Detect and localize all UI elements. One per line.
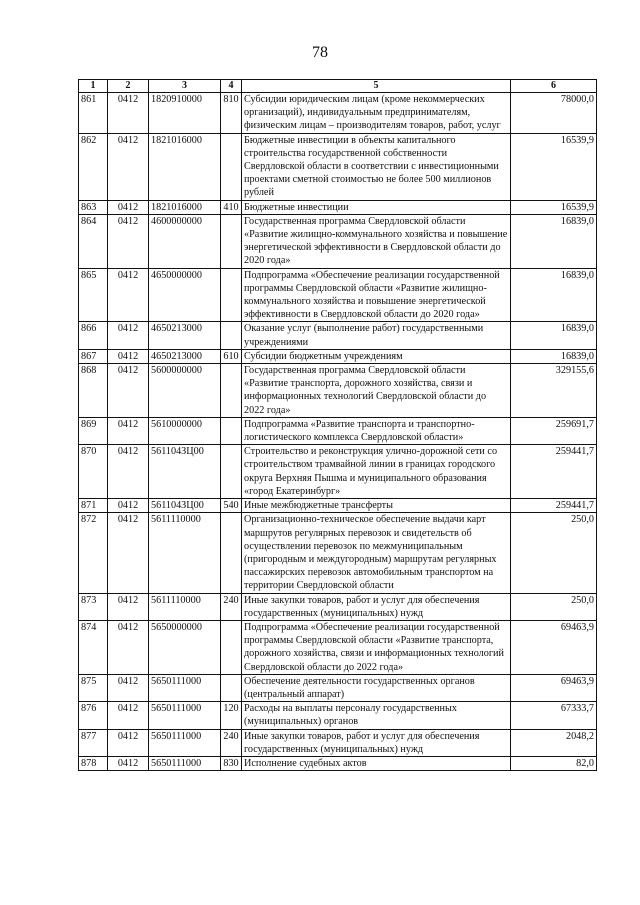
- expense-name: Иные межбюджетные трансферты: [242, 499, 511, 513]
- amount: 69463,9: [511, 674, 597, 701]
- row-number: 875: [79, 674, 108, 701]
- target-article-code: 1820910000: [149, 93, 221, 134]
- expense-type-code: [221, 268, 242, 322]
- table-row: [79, 499, 597, 513]
- table-row: [79, 93, 597, 134]
- table-row: [79, 620, 597, 674]
- table-row: [79, 417, 597, 444]
- target-article-code: 5650111000: [149, 702, 221, 729]
- section-code: 0412: [108, 513, 149, 593]
- amount: 16839,0: [511, 268, 597, 322]
- table-row: [79, 349, 597, 363]
- table-row: [79, 702, 597, 729]
- expense-type-code: [221, 417, 242, 444]
- row-number: 864: [79, 214, 108, 268]
- section-code: 0412: [108, 729, 149, 756]
- expense-name: Иные закупки товаров, работ и услуг для обеспечения государственных (муниципальных) нужд: [242, 729, 511, 756]
- expense-name: Государственная программа Свердловской области «Развитие транспорта, дорожного хозяйства, связи и информационных технологий Свердловской области до 2022 года»: [242, 364, 511, 418]
- table-row: [79, 364, 597, 418]
- amount: 16839,0: [511, 322, 597, 349]
- target-article-code: 4650213000: [149, 322, 221, 349]
- header-col-3: 3: [149, 80, 221, 93]
- expense-type-code: [221, 133, 242, 200]
- table-row: [79, 200, 597, 214]
- amount: 69463,9: [511, 620, 597, 674]
- section-code: 0412: [108, 620, 149, 674]
- section-code: 0412: [108, 702, 149, 729]
- row-number: 862: [79, 133, 108, 200]
- expense-type-code: [221, 364, 242, 418]
- expense-type-code: 240: [221, 593, 242, 620]
- expense-name: Подпрограмма «Развитие транспорта и транспортно-логистического комплекса Свердловской области»: [242, 417, 511, 444]
- table-row: [79, 133, 597, 200]
- expense-type-code: 410: [221, 200, 242, 214]
- row-number: 874: [79, 620, 108, 674]
- section-code: 0412: [108, 445, 149, 499]
- row-number: 876: [79, 702, 108, 729]
- amount: 329155,6: [511, 364, 597, 418]
- header-col-5: 5: [242, 80, 511, 93]
- expense-name: Бюджетные инвестиции: [242, 200, 511, 214]
- expense-type-code: 120: [221, 702, 242, 729]
- target-article-code: 5650000000: [149, 620, 221, 674]
- expense-name: Субсидии бюджетным учреждениям: [242, 349, 511, 363]
- amount: 16539,9: [511, 200, 597, 214]
- target-article-code: 5610000000: [149, 417, 221, 444]
- section-code: 0412: [108, 268, 149, 322]
- section-code: 0412: [108, 133, 149, 200]
- header-col-4: 4: [221, 80, 242, 93]
- expense-name: Подпрограмма «Обеспечение реализации государственной программы Свердловской области «Развитие жилищно-коммунального хозяйства и повышение энергетической эффективности в Свердловской области до 2020 года»: [242, 268, 511, 322]
- table-row: [79, 729, 597, 756]
- expense-name: Строительство и реконструкция улично-дорожной сети со строительством трамвайной линии в границах городского округа Верхняя Пышма и муниципального образования «город Екатеринбург»: [242, 445, 511, 499]
- table-row: [79, 214, 597, 268]
- row-number: 869: [79, 417, 108, 444]
- target-article-code: 5650111000: [149, 729, 221, 756]
- header-col-2: 2: [108, 80, 149, 93]
- section-code: 0412: [108, 593, 149, 620]
- table-row: [79, 268, 597, 322]
- expense-name: Иные закупки товаров, работ и услуг для обеспечения государственных (муниципальных) нужд: [242, 593, 511, 620]
- expense-type-code: [221, 620, 242, 674]
- table-row: [79, 445, 597, 499]
- section-code: 0412: [108, 322, 149, 349]
- section-code: 0412: [108, 417, 149, 444]
- amount: 250,0: [511, 513, 597, 593]
- section-code: 0412: [108, 674, 149, 701]
- row-number: 871: [79, 499, 108, 513]
- target-article-code: 4650213000: [149, 349, 221, 363]
- row-number: 867: [79, 349, 108, 363]
- amount: 67333,7: [511, 702, 597, 729]
- row-number: 870: [79, 445, 108, 499]
- expense-type-code: 610: [221, 349, 242, 363]
- expense-name: Бюджетные инвестиции в объекты капитального строительства государственной собственности Свердловской области в соответствии с инвестиционными проектами сметной стоимостью не более 500 миллионов рублей: [242, 133, 511, 200]
- page-number: 78: [312, 44, 328, 61]
- table-row: [79, 513, 597, 593]
- target-article-code: 1821016000: [149, 200, 221, 214]
- table-row: [79, 674, 597, 701]
- section-code: 0412: [108, 200, 149, 214]
- amount: 78000,0: [511, 93, 597, 134]
- target-article-code: 5650111000: [149, 674, 221, 701]
- table-row: [79, 322, 597, 349]
- expense-type-code: [221, 674, 242, 701]
- expense-name: Государственная программа Свердловской области «Развитие жилищно-коммунального хозяйства и повышение энергетической эффективности в Свердловской области до 2020 года»: [242, 214, 511, 268]
- section-code: 0412: [108, 499, 149, 513]
- amount: 250,0: [511, 593, 597, 620]
- expense-type-code: [221, 214, 242, 268]
- target-article-code: 5600000000: [149, 364, 221, 418]
- budget-table: [78, 79, 597, 771]
- section-code: 0412: [108, 214, 149, 268]
- expense-type-code: [221, 445, 242, 499]
- expense-name: Организационно-техническое обеспечение выдачи карт маршрутов регулярных перевозок и свидетельств об осуществлении перевозок по межмуниципальным (пригородным и междугородным) маршрутам регулярных пассажирских перевозок автомобильным транспортом на территории Свердловской области: [242, 513, 511, 593]
- expense-name: Обеспечение деятельности государственных органов (центральный аппарат): [242, 674, 511, 701]
- row-number: 878: [79, 756, 108, 770]
- amount: 16839,0: [511, 214, 597, 268]
- target-article-code: 561104ЗЦ00: [149, 499, 221, 513]
- amount: 82,0: [511, 756, 597, 770]
- header-col-1: 1: [79, 80, 108, 93]
- section-code: 0412: [108, 756, 149, 770]
- expense-name: Оказание услуг (выполнение работ) государственными учреждениями: [242, 322, 511, 349]
- expense-type-code: [221, 513, 242, 593]
- target-article-code: 4650000000: [149, 268, 221, 322]
- row-number: 873: [79, 593, 108, 620]
- amount: 2048,2: [511, 729, 597, 756]
- section-code: 0412: [108, 364, 149, 418]
- expense-type-code: 240: [221, 729, 242, 756]
- expense-type-code: 830: [221, 756, 242, 770]
- target-article-code: 5650111000: [149, 756, 221, 770]
- amount: 259441,7: [511, 445, 597, 499]
- amount: 259441,7: [511, 499, 597, 513]
- expense-type-code: 540: [221, 499, 242, 513]
- expense-name: Исполнение судебных актов: [242, 756, 511, 770]
- expense-type-code: [221, 322, 242, 349]
- target-article-code: 4600000000: [149, 214, 221, 268]
- section-code: 0412: [108, 349, 149, 363]
- row-number: 872: [79, 513, 108, 593]
- table-row: [79, 756, 597, 770]
- amount: 259691,7: [511, 417, 597, 444]
- amount: 16539,9: [511, 133, 597, 200]
- target-article-code: 1821016000: [149, 133, 221, 200]
- target-article-code: 5611110000: [149, 593, 221, 620]
- expense-name: Расходы на выплаты персоналу государственных (муниципальных) органов: [242, 702, 511, 729]
- amount: 16839,0: [511, 349, 597, 363]
- expense-name: Подпрограмма «Обеспечение реализации государственной программы Свердловской области «Развитие транспорта, дорожного хозяйства, связи и информационных технологий Свердловской области до 2022 года»: [242, 620, 511, 674]
- target-article-code: 561104ЗЦ00: [149, 445, 221, 499]
- target-article-code: 5611110000: [149, 513, 221, 593]
- header-col-6: 6: [511, 80, 597, 93]
- section-code: 0412: [108, 93, 149, 134]
- row-number: 877: [79, 729, 108, 756]
- row-number: 863: [79, 200, 108, 214]
- row-number: 866: [79, 322, 108, 349]
- table-row: [79, 593, 597, 620]
- row-number: 868: [79, 364, 108, 418]
- row-number: 865: [79, 268, 108, 322]
- table-body: [79, 93, 597, 771]
- expense-type-code: 810: [221, 93, 242, 134]
- header-row: [79, 80, 597, 93]
- expense-name: Субсидии юридическим лицам (кроме некоммерческих организаций), индивидуальным предпринимателям, физическим лицам – производителям товаров, работ, услуг: [242, 93, 511, 134]
- row-number: 861: [79, 93, 108, 134]
